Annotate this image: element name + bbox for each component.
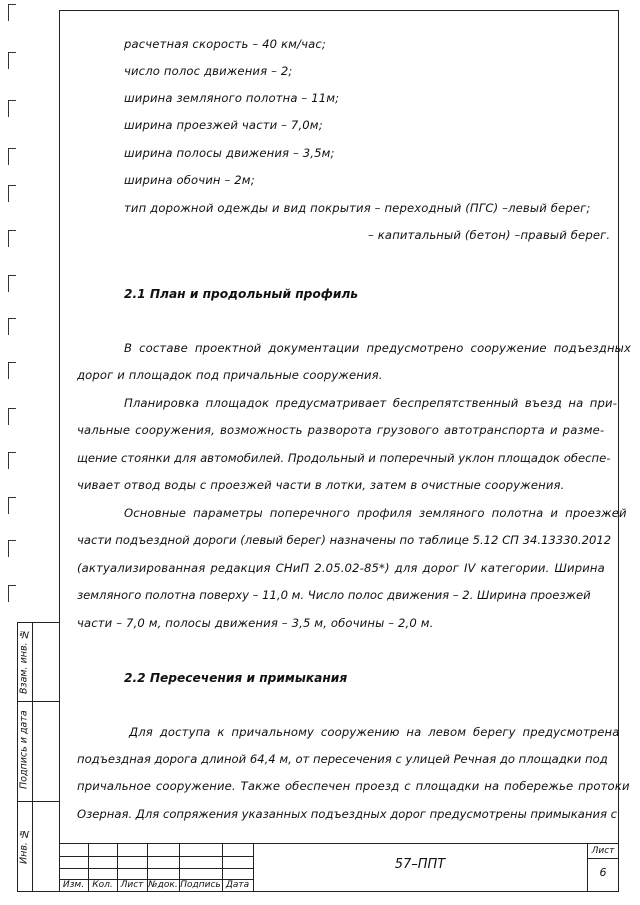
column-izm: Изм. bbox=[62, 880, 85, 890]
param-line: тип дорожной одежды и вид покрытия – переходный (ПГС) –левый берег; bbox=[124, 201, 591, 215]
column-data: Дата bbox=[225, 880, 250, 890]
stamp-vzam-inv: Взам. инв. № bbox=[18, 628, 30, 694]
param-line: ширина полосы движения – 3,5м; bbox=[124, 146, 335, 160]
section-heading-2-2: 2.2 Пересечения и примыкания bbox=[124, 671, 348, 685]
paragraph-line: Основные параметры поперечного профиля земляного полотна и проезжей bbox=[124, 506, 627, 520]
param-line: число полос движения – 2; bbox=[124, 64, 293, 78]
column-kol: Кол. bbox=[92, 880, 113, 890]
sheet-number: 6 bbox=[599, 866, 607, 879]
paragraph-line: части подъездной дороги (левый берег) назначены по таблице 5.12 СП 34.13330.2012 bbox=[77, 533, 612, 547]
paragraph-line: чивает отвод воды с проезжей части в лотки, затем в очистные сооружения. bbox=[77, 478, 565, 492]
document-code: 57–ППТ bbox=[394, 857, 446, 872]
paragraph-line: Озерная. Для сопряжения указанных подъездных дорог предусмотрены примыкания с bbox=[77, 807, 618, 821]
stamp-inv-no: Инв. № bbox=[18, 828, 30, 864]
column-ndok: №док. bbox=[148, 880, 178, 890]
paragraph-line: причальное сооружение. Также обеспечен проезд с площадки на побережье протоки bbox=[77, 779, 630, 793]
paragraph-line: земляного полотна поверху – 11,0 м. Число полос движения – 2. Ширина проезжей bbox=[77, 588, 591, 602]
sheet-label: Лист bbox=[591, 846, 615, 856]
param-line: – капитальный (бетон) –правый берег. bbox=[368, 228, 611, 242]
column-podpis: Подпись bbox=[180, 880, 221, 890]
section-heading-2-1: 2.1 План и продольный профиль bbox=[124, 287, 359, 301]
param-line: ширина обочин – 2м; bbox=[124, 173, 255, 187]
param-line: расчетная скорость – 40 км/час; bbox=[124, 37, 326, 51]
paragraph-line: части – 7,0 м, полосы движения – 3,5 м, обочины – 2,0 м. bbox=[77, 616, 434, 630]
param-line: ширина проезжей части – 7,0м; bbox=[124, 118, 323, 132]
paragraph-line: дорог и площадок под причальные сооружения. bbox=[77, 368, 383, 382]
paragraph-line: щение стоянки для автомобилей. Продольный и поперечный уклон площадок обеспе- bbox=[77, 451, 611, 465]
paragraph-line: В составе проектной документации предусмотрено сооружение подъездных bbox=[124, 341, 631, 355]
param-line: ширина земляного полотна – 11м; bbox=[124, 91, 340, 105]
paragraph-line: подъездная дорога длиной 64,4 м, от пересечения с улицей Речная до площадки под bbox=[77, 752, 608, 766]
stamp-podpis-data: Подпись и дата bbox=[18, 710, 30, 790]
paragraph-line: (актуализированная редакция СНиП 2.05.02-85*) для дорог IV категории. Ширина bbox=[77, 561, 605, 575]
column-list: Лист bbox=[120, 880, 144, 890]
paragraph-line: Для доступа к причальному сооружению на левом берегу предусмотрена bbox=[129, 725, 620, 739]
paragraph-line: Планировка площадок предусматривает беспрепятственный въезд на при- bbox=[124, 396, 618, 410]
paragraph-line: чальные сооружения, возможность разворота грузового автотранспорта и разме- bbox=[77, 423, 605, 437]
